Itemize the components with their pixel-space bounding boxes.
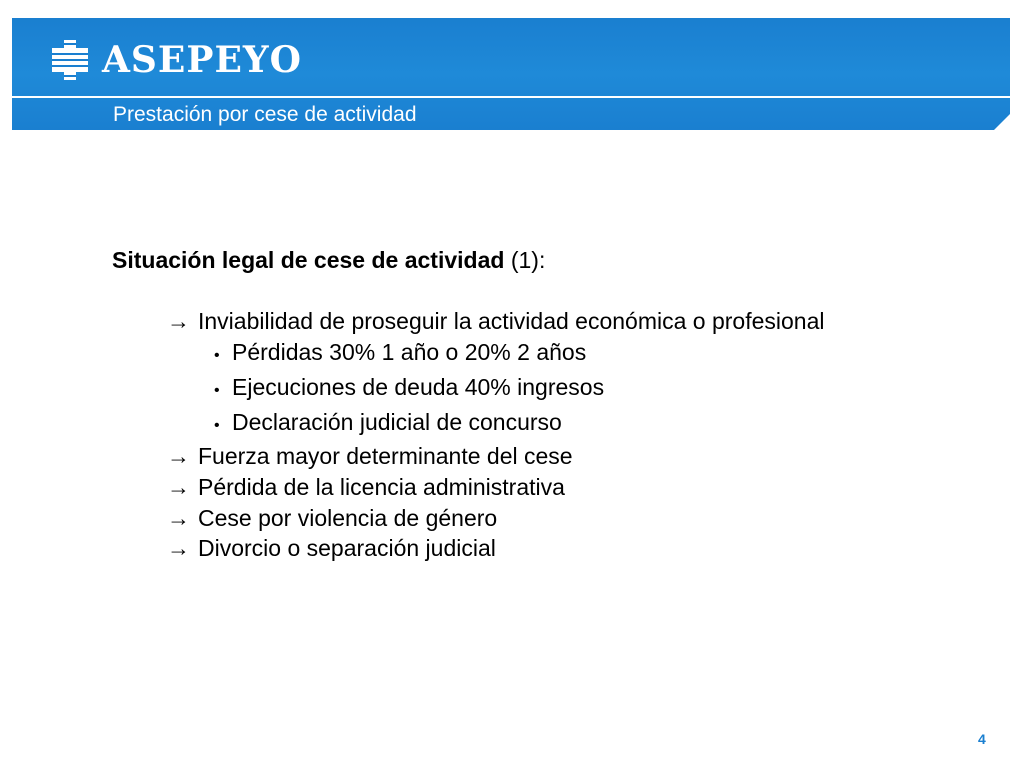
header-banner xyxy=(12,18,1010,130)
sub-list-item xyxy=(112,407,992,442)
list-item-text: Fuerza mayor determinante del cese xyxy=(198,443,573,470)
list-item-text: Cese por violencia de género xyxy=(198,504,498,531)
list-item xyxy=(112,503,992,534)
list-item xyxy=(112,441,992,472)
asepeyo-cross-logo-icon xyxy=(52,40,88,80)
section-heading xyxy=(112,245,992,276)
sub-list-item-text: Pérdidas 30% 1 año o 20% 2 años xyxy=(232,339,587,366)
arrow-icon: → xyxy=(167,535,190,562)
arrow-icon: → xyxy=(167,473,190,500)
header-corner-notch xyxy=(994,114,1010,130)
heading-suffix: (1): xyxy=(504,247,546,273)
list-item-text: Pérdida de la licencia administrativa xyxy=(198,473,565,500)
slide-subtitle: Prestación por cese de actividad xyxy=(113,103,417,126)
sub-list-item xyxy=(112,372,992,407)
list-item xyxy=(112,533,992,564)
sub-list-item-text: Ejecuciones de deuda 40% ingresos xyxy=(232,373,605,400)
brand-name: ASEPEYO xyxy=(102,39,302,81)
list-item xyxy=(112,306,992,337)
arrow-icon: → xyxy=(167,443,190,470)
arrow-icon: → xyxy=(167,308,190,335)
spacer xyxy=(112,276,992,307)
list-item xyxy=(112,472,992,503)
page-number: 4 xyxy=(978,731,986,747)
list-item-text: Divorcio o separación judicial xyxy=(198,535,496,562)
bullet-icon: • xyxy=(214,416,220,434)
heading-text: Situación legal de cese de actividad xyxy=(112,247,505,273)
sub-list-item xyxy=(112,337,992,372)
bullet-icon: • xyxy=(214,381,220,399)
bullet-icon: • xyxy=(214,347,220,365)
slide-content xyxy=(112,245,992,564)
sub-list-item-text: Declaración judicial de concurso xyxy=(232,408,562,435)
arrow-icon: → xyxy=(167,504,190,531)
list-item-text: Inviabilidad de proseguir la actividad económica o profesional xyxy=(198,308,825,335)
logo xyxy=(52,40,302,80)
header-divider xyxy=(12,96,1010,98)
